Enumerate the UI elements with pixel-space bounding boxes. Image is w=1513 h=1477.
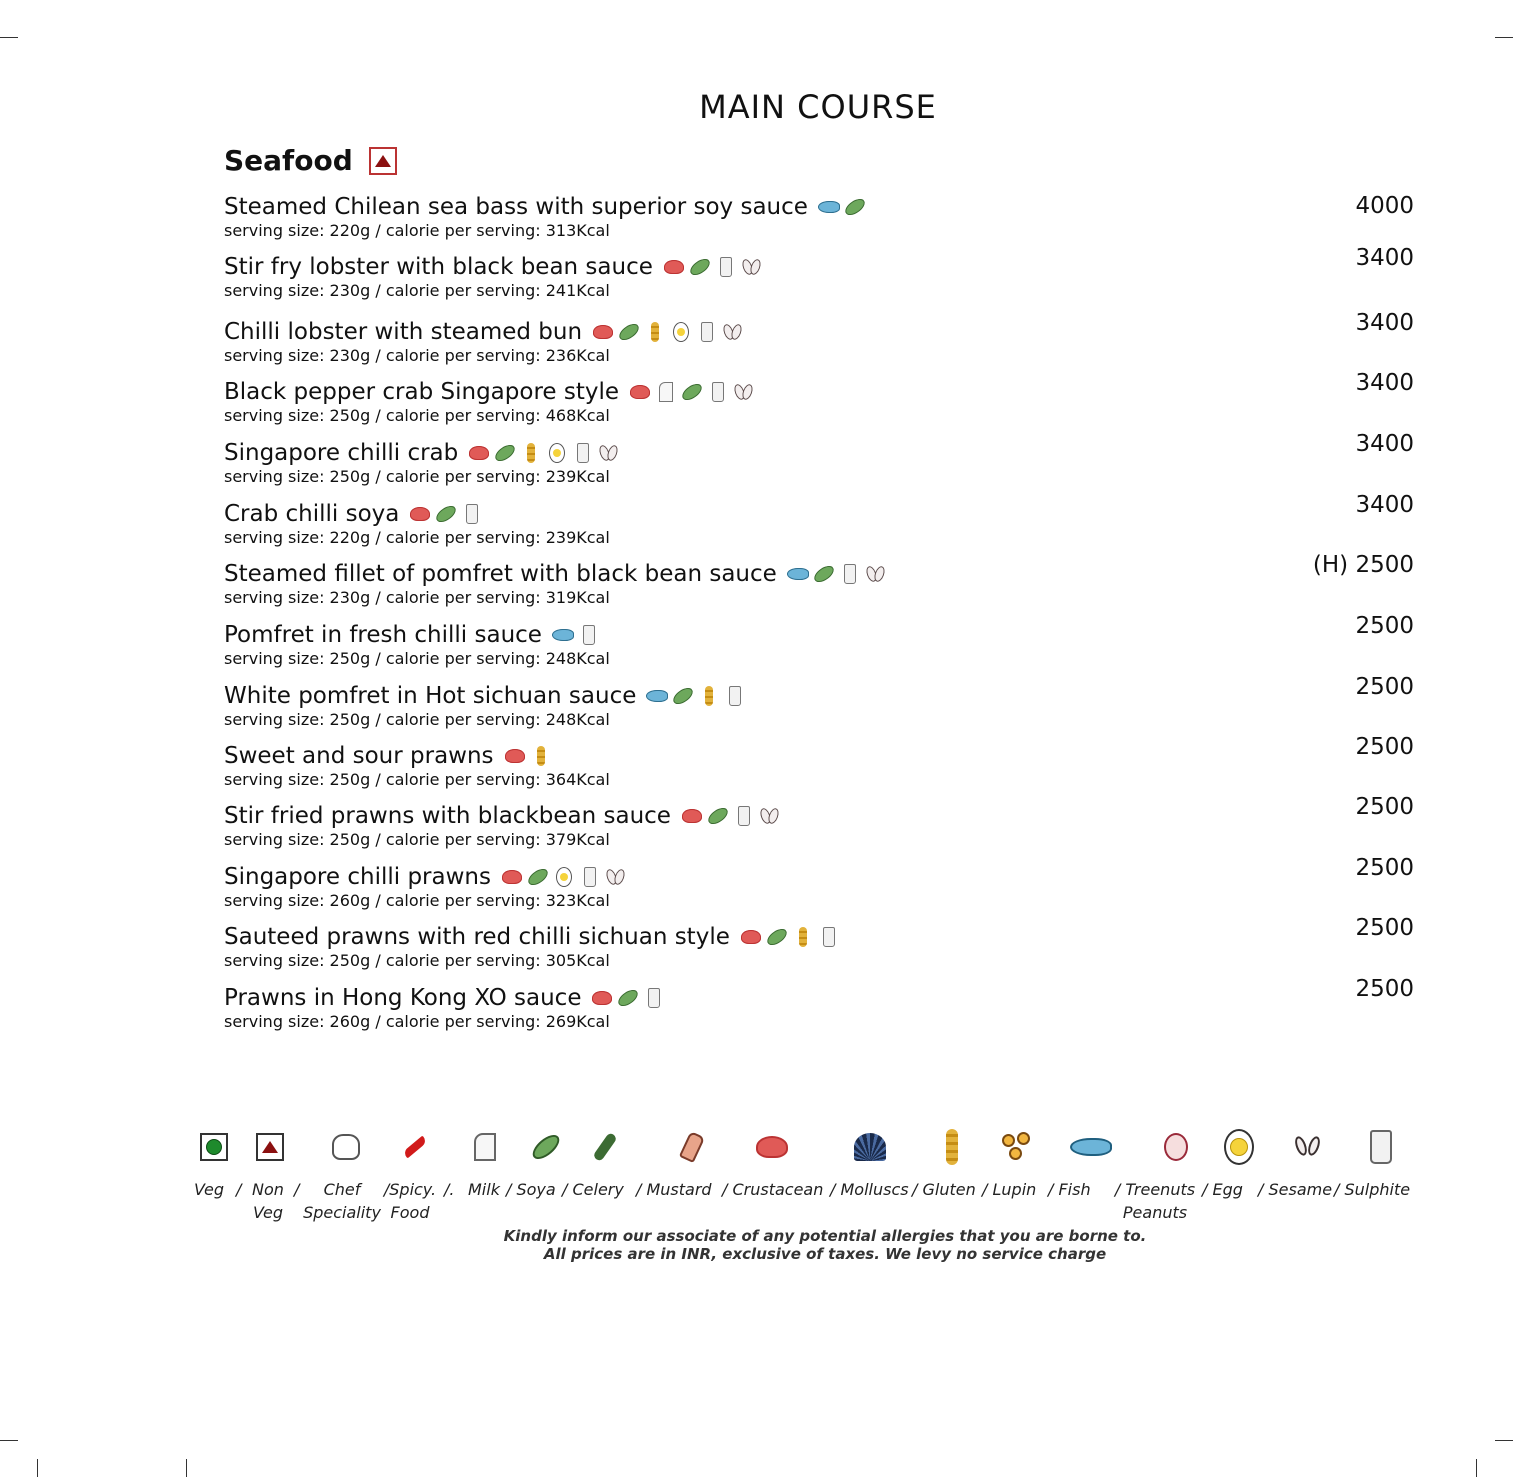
legend-label-sulphite: / Sulphite [1334,1180,1411,1199]
menu-item [224,552,1414,608]
menu-item-header [224,378,1414,406]
menu-item-name: Black pepper crab Singapore style [224,379,620,405]
veg-icon [200,1133,228,1161]
menu-item-header [224,253,1414,281]
soya-icon [689,256,711,278]
price-note: All prices are in INR, exclusive of taxes. We levy no service charge [543,1245,1107,1263]
menu-item-price: 3400 [1355,245,1414,271]
gluten-icon [946,1129,958,1165]
menu-item-name: White pomfret in Hot sichuan sauce [224,683,637,709]
legend-treenuts [1164,1126,1188,1168]
menu-item-price: 2500 [1355,734,1414,760]
menu-item-price: 3400 [1355,370,1414,396]
legend-sep: / [294,1180,300,1199]
non-veg-icon [256,1133,284,1161]
soya-icon [707,805,729,827]
fish-icon [552,624,574,646]
soya-icon [527,866,549,888]
legend-label-celery: / Celery [562,1180,624,1199]
menu-item-price: 2500 [1355,855,1414,881]
menu-item-price: 2500 [1355,794,1414,820]
fish-icon [787,563,809,585]
sulphite-icon [1370,1130,1392,1164]
legend-label-soya: / Soya [506,1180,556,1199]
sulphite-icon [707,381,729,403]
menu-item-name: Stir fry lobster with black bean sauce [224,254,653,280]
sesame-icon [598,442,620,464]
chef-hat-icon [332,1134,360,1160]
crustacean-icon [629,381,651,403]
gluten-icon [530,745,552,767]
menu-item-serving-info: serving size: 250g / calorie per serving: 248Kcal [224,649,610,668]
sulphite-icon [579,866,601,888]
menu-item-serving-info: serving size: 250g / calorie per serving: 364Kcal [224,770,610,789]
menu-item-name: Singapore chilli crab [224,440,459,466]
legend-sep: /. [444,1180,455,1199]
menu-item-header [224,682,1414,710]
menu-item-header [224,318,1414,346]
menu-item-header [224,742,1414,770]
legend-lupin [1000,1126,1034,1168]
legend-celery [600,1126,610,1168]
legend-nonveg [256,1126,284,1168]
crustacean-icon [409,503,431,525]
treenuts-icon [1164,1133,1188,1161]
legend-label-mustard: / Mustard [636,1180,712,1199]
menu-item-name: Sweet and sour prawns [224,743,494,769]
menu-item-price: 3400 [1355,310,1414,336]
menu-item [224,370,1414,426]
sulphite-icon [715,256,737,278]
crop-mark-bottom-tick-3 [1476,1459,1477,1477]
page-title: MAIN COURSE [699,88,937,126]
celery-icon [592,1132,617,1162]
legend-gluten [946,1126,958,1168]
egg-icon [670,321,692,343]
legend-label-lupin: / Lupin [982,1180,1037,1199]
legend-label-treenuts: / Treenuts Peanuts [1114,1180,1196,1222]
soya-icon [529,1131,564,1164]
soya-icon [618,321,640,343]
legend-sesame [1294,1126,1322,1168]
menu-item-serving-info: serving size: 230g / calorie per serving: 319Kcal [224,588,610,607]
sulphite-icon [839,563,861,585]
section-title: Seafood [224,144,353,177]
legend-label-veg: Veg [194,1180,225,1199]
allergy-note: Kindly inform our associate of any potential allergies that you are borne to. [503,1227,1147,1245]
legend-label-molluscs: / Molluscs [830,1180,909,1199]
menu-item-price: 2500 [1355,674,1414,700]
crustacean-icon [663,256,685,278]
legend-spicy [402,1126,428,1168]
soya-icon [435,503,457,525]
menu-item-price: 4000 [1355,193,1414,219]
menu-item-name: Steamed Chilean sea bass with superior soy sauce [224,194,808,220]
soya-icon [617,987,639,1009]
crop-mark-bottom-tick-1 [37,1459,38,1477]
menu-item-serving-info: serving size: 250g / calorie per serving: 305Kcal [224,951,610,970]
legend-label-sesame: / Sesame [1258,1180,1333,1199]
crustacean-icon [591,987,613,1009]
crop-mark-bottom-tick-2 [186,1459,187,1477]
sesame-icon [759,805,781,827]
menu-item [224,245,1414,301]
legend-label-gluten: / Gluten [912,1180,976,1199]
legend-label-fish: / Fish [1048,1180,1091,1199]
sulphite-icon [643,987,665,1009]
menu-item-header [224,863,1414,891]
crustacean-icon [501,866,523,888]
milk-icon [655,381,677,403]
lupin-icon [1000,1132,1034,1162]
crustacean-icon [592,321,614,343]
menu-item-price: 3400 [1355,492,1414,518]
sesame-icon [741,256,763,278]
gluten-icon [792,926,814,948]
menu-item-header [224,984,1414,1012]
menu-item [224,613,1414,669]
menu-item-serving-info: serving size: 220g / calorie per serving: 239Kcal [224,528,610,547]
menu-item-name: Steamed fillet of pomfret with black bean sauce [224,561,777,587]
legend-sulphite [1370,1126,1392,1168]
fish-icon [1070,1138,1112,1156]
sesame-icon [733,381,755,403]
legend-soya [530,1126,562,1168]
egg-icon [1224,1129,1254,1165]
fish-icon [818,196,840,218]
menu-item-header [224,923,1414,951]
menu-item-serving-info: serving size: 260g / calorie per serving: 269Kcal [224,1012,610,1031]
menu-item-price: 2500 [1355,915,1414,941]
soya-icon [681,381,703,403]
legend-crustacean [756,1126,788,1168]
sesame-icon [1294,1134,1322,1160]
menu-item-header [224,500,1414,528]
menu-item-name: Prawns in Hong Kong XO sauce [224,985,582,1011]
menu-item-header [224,621,1414,649]
fish-icon [646,685,668,707]
crustacean-icon [468,442,490,464]
sulphite-icon [696,321,718,343]
legend-fish [1070,1126,1112,1168]
sulphite-icon [578,624,600,646]
menu-item-name: Crab chilli soya [224,501,400,527]
crustacean-icon [504,745,526,767]
legend-milk [474,1126,496,1168]
menu-item-header [224,560,1414,588]
menu-item-serving-info: serving size: 230g / calorie per serving: 241Kcal [224,281,610,300]
egg-icon [553,866,575,888]
menu-item [224,492,1414,548]
menu-item [224,855,1414,911]
menu-item [224,674,1414,730]
chili-icon [402,1136,427,1159]
menu-item [224,431,1414,487]
sesame-icon [722,321,744,343]
menu-item-serving-info: serving size: 250g / calorie per serving: 248Kcal [224,710,610,729]
sulphite-icon [572,442,594,464]
menu-item [224,976,1414,1032]
crop-mark-bottom-right [1495,1440,1513,1441]
sulphite-icon [733,805,755,827]
legend-label-milk: Milk [468,1180,500,1199]
legend-label-crustacean: / Crustacean [722,1180,824,1199]
gluten-icon [698,685,720,707]
crop-mark-bottom-left [0,1440,18,1441]
menu-item-price: 2500 [1355,976,1414,1002]
legend-egg [1224,1126,1254,1168]
menu-item-header [224,802,1414,830]
mustard-icon [679,1131,705,1163]
menu-item [224,310,1414,366]
menu-item-name: Chilli lobster with steamed bun [224,319,583,345]
menu-item [224,193,1414,241]
legend-label-egg: / Egg [1202,1180,1243,1199]
menu-item-name: Singapore chilli prawns [224,864,491,890]
menu-item-price: 3400 [1355,431,1414,457]
legend-chef [332,1126,360,1168]
menu-item [224,734,1414,790]
sulphite-icon [461,503,483,525]
gluten-icon [644,321,666,343]
menu-item-name: Sauteed prawns with red chilli sichuan style [224,924,730,950]
soya-icon [672,685,694,707]
gluten-icon [520,442,542,464]
menu-item-serving-info: serving size: 250g / calorie per serving: 468Kcal [224,406,610,425]
allergen-legend [190,1126,1430,1226]
menu-item-name: Pomfret in fresh chilli sauce [224,622,542,648]
legend-label-nonveg: Non Veg [252,1180,284,1222]
menu-item-serving-info: serving size: 250g / calorie per serving: 379Kcal [224,830,610,849]
menu-item-serving-info: serving size: 230g / calorie per serving: 236Kcal [224,346,610,365]
menu-item [224,794,1414,850]
soya-icon [766,926,788,948]
molluscs-icon [854,1133,886,1161]
sesame-icon [865,563,887,585]
legend-sep: / [236,1180,242,1199]
crustacean-icon [740,926,762,948]
menu-item-serving-info: serving size: 220g / calorie per serving: 313Kcal [224,221,610,240]
crustacean-icon [756,1136,788,1158]
menu-item-serving-info: serving size: 260g / calorie per serving: 323Kcal [224,891,610,910]
menu-item-serving-info: serving size: 250g / calorie per serving: 239Kcal [224,467,610,486]
menu-item-price: 2500 [1355,613,1414,639]
soya-icon [844,196,866,218]
legend-mustard [684,1126,700,1168]
soya-icon [813,563,835,585]
sulphite-icon [818,926,840,948]
crustacean-icon [681,805,703,827]
sesame-icon [605,866,627,888]
egg-icon [546,442,568,464]
menu-item-price: (H) 2500 [1312,552,1414,578]
menu-item-name: Stir fried prawns with blackbean sauce [224,803,671,829]
milk-icon [474,1133,496,1161]
sulphite-icon [724,685,746,707]
legend-veg [200,1126,228,1168]
legend-label-chef: Chef Speciality [303,1180,381,1222]
legend-label-spicy: /Spicy. Food [383,1180,437,1222]
menu-item [224,915,1414,971]
menu-item-header [224,439,1414,467]
menu-item-header [224,193,1414,221]
soya-icon [494,442,516,464]
legend-molluscs [854,1126,886,1168]
